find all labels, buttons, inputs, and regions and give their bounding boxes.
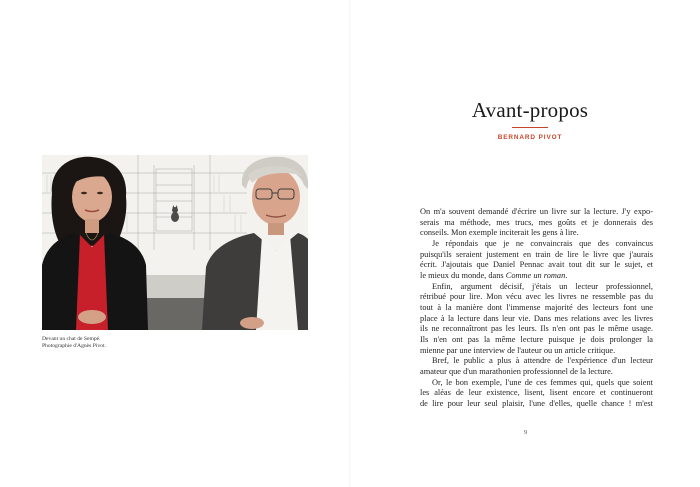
- text-line: place à la lecture dans leur vie. Dans mes relations avec les livres: [420, 313, 653, 323]
- author-name: BERNARD PIVOT: [497, 134, 563, 141]
- right-page: [350, 0, 700, 487]
- text-line: Ils n'en ont pas la même lecture puisque je dois prolonger la: [420, 334, 653, 344]
- chapter-title: Avant-propos: [471, 98, 589, 122]
- caption-line: Devant un chat de Sempé.: [42, 336, 101, 342]
- text-line: Bref, le public a plus à attendre de l'expérience d'un lecteur: [432, 356, 653, 366]
- text-line: mienne par une interview de l'auteur ou un article critique.: [420, 345, 616, 355]
- text-line: Enfin, argument décisif, j'étais un lecteur professionnel,: [432, 281, 653, 291]
- text-line: tout à la manière dont l'immense majorité des lecteurs font une: [420, 302, 653, 312]
- text-line: rétribué pour lire. Mon vécu avec les livres ne ressemble pas du: [420, 292, 653, 302]
- text-line: Or, le bon exemple, l'une de ces femmes qui, quels que soient: [432, 377, 653, 387]
- photo-illustration: [42, 155, 308, 330]
- text-fragment: le mieux du monde, dans: [420, 270, 506, 280]
- text-line: conseils. Mon exemple inciterait les gens à lire.: [420, 228, 579, 238]
- author-photo: [42, 155, 308, 330]
- text-line: écrit. J'ajoutais que Daniel Pennac avait tout dit sur le sujet, et: [420, 260, 653, 270]
- book-title-italic: Comme un roman: [505, 270, 566, 280]
- text-line: [420, 271, 653, 282]
- body-text: [420, 207, 653, 409]
- photo-caption: [42, 336, 262, 350]
- text-line: ils ne reconnaîtront pas les leurs. Ils n'en ont pas le même usage.: [420, 324, 653, 334]
- text-line: puisqu'ils seraient justement en train de lire le livre que j'aurais: [420, 249, 653, 259]
- text-fragment: .: [565, 270, 568, 280]
- text-line: Je répondais que je ne convaincrais que des convaincus: [432, 238, 653, 248]
- text-line: amateur que d'un marathonien professionnel de la lecture.: [420, 366, 613, 376]
- text-line: serais ma méthode, mes trucs, mes goûts et je donnerais des: [420, 217, 653, 227]
- text-line: les aléas de leur existence, lisent, lisent encore et continueront: [420, 388, 653, 398]
- text-line: On m'a souvent demandé d'écrire un livre sur la lecture. J'y expo-: [420, 207, 653, 216]
- caption-line: Photographie d'Agnès Pivot.: [42, 343, 106, 350]
- text-line: de lire pour leur seul plaisir, l'une d'elles, quelle chance ! m'est: [420, 398, 653, 408]
- title-divider: [512, 127, 548, 128]
- page-number: 9: [524, 430, 527, 436]
